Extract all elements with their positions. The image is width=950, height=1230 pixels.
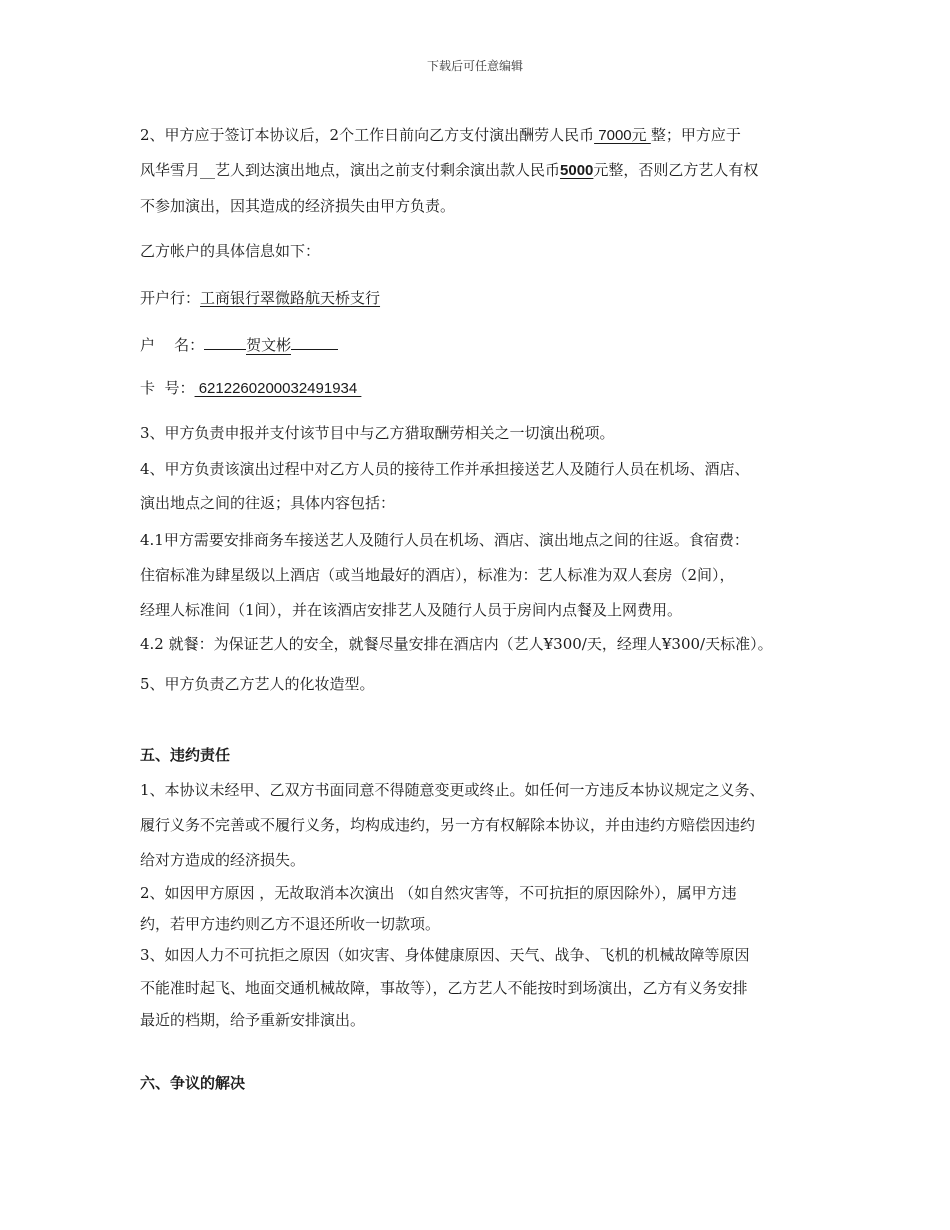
name-blank-left — [204, 333, 246, 350]
page-header: 下载后可任意编辑 — [426, 59, 523, 73]
section5-title: 五、违约责任 — [140, 746, 231, 764]
name-value: 贺文彬 — [246, 336, 292, 354]
payment-amount-1: 7000元 — [594, 127, 651, 144]
card-row — [140, 378, 361, 399]
section5-p3-line1: 3、如因人力不可抗拒之原因（如灾害、身体健康原因、天气、战争、飞机的机械故障等原因 — [140, 946, 750, 964]
section5-p1-line2: 履行义务不完善或不履行义务，均构成违约，另一方有权解除本协议，并由违约方赔偿因违约 — [140, 816, 756, 834]
section5-p3-line2: 不能准时起飞、地面交通机械故障，事故等），乙方艺人不能按时到场演出，乙方有义务安排 — [140, 979, 748, 997]
section5-p1-line3: 给对方造成的经济损失。 — [140, 851, 306, 869]
clause4-line3: 4.1甲方需要安排商务车接送艺人及随行人员在机场、酒店、演出地点之间的往返。食宿费： — [140, 531, 749, 549]
section6-title: 六、争议的解决 — [140, 1074, 246, 1092]
card-number: 6212260200032491934 — [194, 380, 362, 397]
bank-value: 工商银行翠微路航天桥支行 — [200, 289, 381, 307]
clause4-line1: 4、甲方负责该演出过程中对乙方人员的接待工作并承担接送艺人及随行人员在机场、酒店、 — [140, 460, 750, 478]
section5-p2-line1: 2、如因甲方原因 ，无故取消本次演出 （如自然灾害等，不可抗拒的原因除外），属甲方违 — [140, 884, 737, 902]
name-row — [140, 333, 338, 355]
clause4-line5: 经理人标准间（1间），并在该酒店安排艺人及随行人员于房间内点餐及上网费用。 — [140, 601, 683, 619]
section5-p1-line1: 1、本协议未经甲、乙双方书面同意不得随意变更或终止。如任何一方违反本协议规定之义务、 — [140, 781, 765, 799]
clause2-line3: 不参加演出，因其造成的经济损失由甲方负责。 — [140, 197, 456, 215]
clause4-line4: 住宿标准为肆星级以上酒店（或当地最好的酒店），标准为：艺人标准为双人套房（2间）， — [140, 566, 735, 584]
bank-row — [140, 288, 380, 308]
clause4-line6: 4.2 就餐：为保证艺人的安全，就餐尽量安排在酒店内（艺人¥300/天，经理人¥300/天标准）。 — [140, 635, 773, 653]
clause3: 3、甲方负责申报并支付该节目中与乙方猎取酬劳相关之一切演出税项。 — [140, 424, 615, 442]
name-label: 户 名： — [140, 336, 205, 354]
payment-amount-2: 5000 — [560, 162, 594, 179]
clause2-line2 — [140, 160, 758, 181]
name-blank-right — [291, 333, 338, 350]
section5-p3-line3: 最近的档期，给予重新安排演出。 — [140, 1011, 366, 1029]
clause2-text-b: 整；甲方应于 — [650, 126, 741, 144]
bank-label: 开户行： — [140, 289, 201, 307]
clause4-line2: 演出地点之间的往返；具体内容包括： — [140, 494, 396, 512]
account-intro: 乙方帐户的具体信息如下： — [140, 242, 321, 260]
clause2-text-d: 元整，否则乙方艺人有权 — [593, 161, 759, 179]
clause2-text-a: 2、甲方应于签订本协议后，2个工作日前向乙方支付演出酬劳人民币 — [140, 126, 595, 144]
clause2-line1 — [140, 125, 741, 146]
clause2-text-c: 风华雪月__艺人到达演出地点，演出之前支付剩余演出款人民币 — [140, 161, 561, 179]
card-label: 卡 号： — [140, 379, 195, 397]
section5-p2-line2: 约，若甲方违约则乙方不退还所收一切款项。 — [140, 915, 441, 933]
clause5: 5、甲方负责乙方艺人的化妆造型。 — [140, 675, 375, 693]
